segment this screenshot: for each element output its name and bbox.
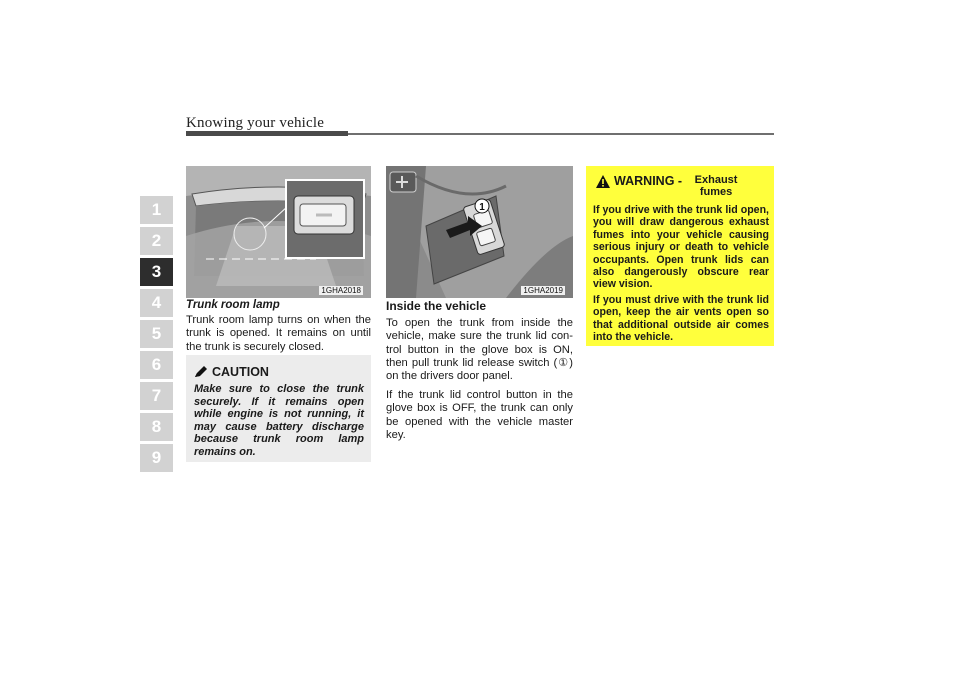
figure-code: 1GHA2019: [523, 286, 563, 295]
trunk-lamp-section: [186, 299, 371, 360]
caution-text: Make sure to close the trunk securely. If it remains open while engine is not running, it may cause battery discharge because trunk room lamp remains on.: [194, 383, 364, 458]
trunk-lamp-illustration: [186, 166, 371, 298]
chapter-tabs: [140, 196, 173, 475]
section-title: Trunk room lamp: [186, 299, 280, 311]
warning-triangle-icon: [596, 175, 610, 188]
figure-code: 1GHA2018: [321, 286, 361, 295]
warning-heading: [596, 174, 766, 198]
section-paragraph-1: To open the trunk from inside the vehicle, make sure the trunk lid con- trol button in the glove box is ON, then pull trunk lid release switch (①) on the drivers door panel.: [386, 317, 573, 383]
inside-vehicle-section: [386, 300, 573, 448]
door-panel-illustration: [386, 166, 573, 298]
chapter-tab-2[interactable]: 2: [140, 227, 173, 255]
warning-paragraph-1: If you drive with the trunk lid open, you will draw dangerous exhaust fumes into your vehicle causing serious injury or death to vehicle occupants. Open trunk lids can also dangerously obscure rear view vision.: [593, 204, 769, 291]
chapter-tab-6[interactable]: 6: [140, 351, 173, 379]
chapter-tab-4[interactable]: 4: [140, 289, 173, 317]
door-panel-drawing: [386, 166, 573, 298]
warning-text: [593, 204, 769, 346]
page-header-title: Knowing your vehicle: [186, 115, 325, 131]
section-body: Trunk room lamp turns on when the trunk is opened. It remains on until the trunk is securely closed.: [186, 314, 371, 353]
chapter-tab-7[interactable]: 7: [140, 382, 173, 410]
caution-heading: [194, 365, 269, 379]
caution-box: [186, 355, 371, 462]
warning-box: [586, 166, 774, 346]
section-paragraph-2: If the trunk lid control button in the glove box is OFF, the trunk can only be opened with the vehicle master key.: [386, 389, 573, 441]
caution-label: CAUTION: [212, 365, 269, 379]
chapter-tab-3[interactable]: 3: [140, 258, 173, 286]
warning-paragraph-2: If you must drive with the trunk lid open, keep the air vents open so that additional outside air comes into the vehicle.: [593, 293, 769, 344]
chapter-tab-8[interactable]: 8: [140, 413, 173, 441]
pencil-icon: [194, 366, 208, 378]
chapter-tab-5[interactable]: 5: [140, 320, 173, 348]
header-rule-accent: [186, 131, 348, 136]
trunk-lamp-drawing: [186, 166, 371, 298]
chapter-tab-9[interactable]: 9: [140, 444, 173, 472]
warning-label: WARNING -: [614, 174, 683, 188]
chapter-tab-1[interactable]: 1: [140, 196, 173, 224]
warning-topic: Exhaust fumes: [694, 174, 738, 198]
section-title: Inside the vehicle: [386, 299, 487, 313]
callout-number: 1: [479, 202, 485, 213]
